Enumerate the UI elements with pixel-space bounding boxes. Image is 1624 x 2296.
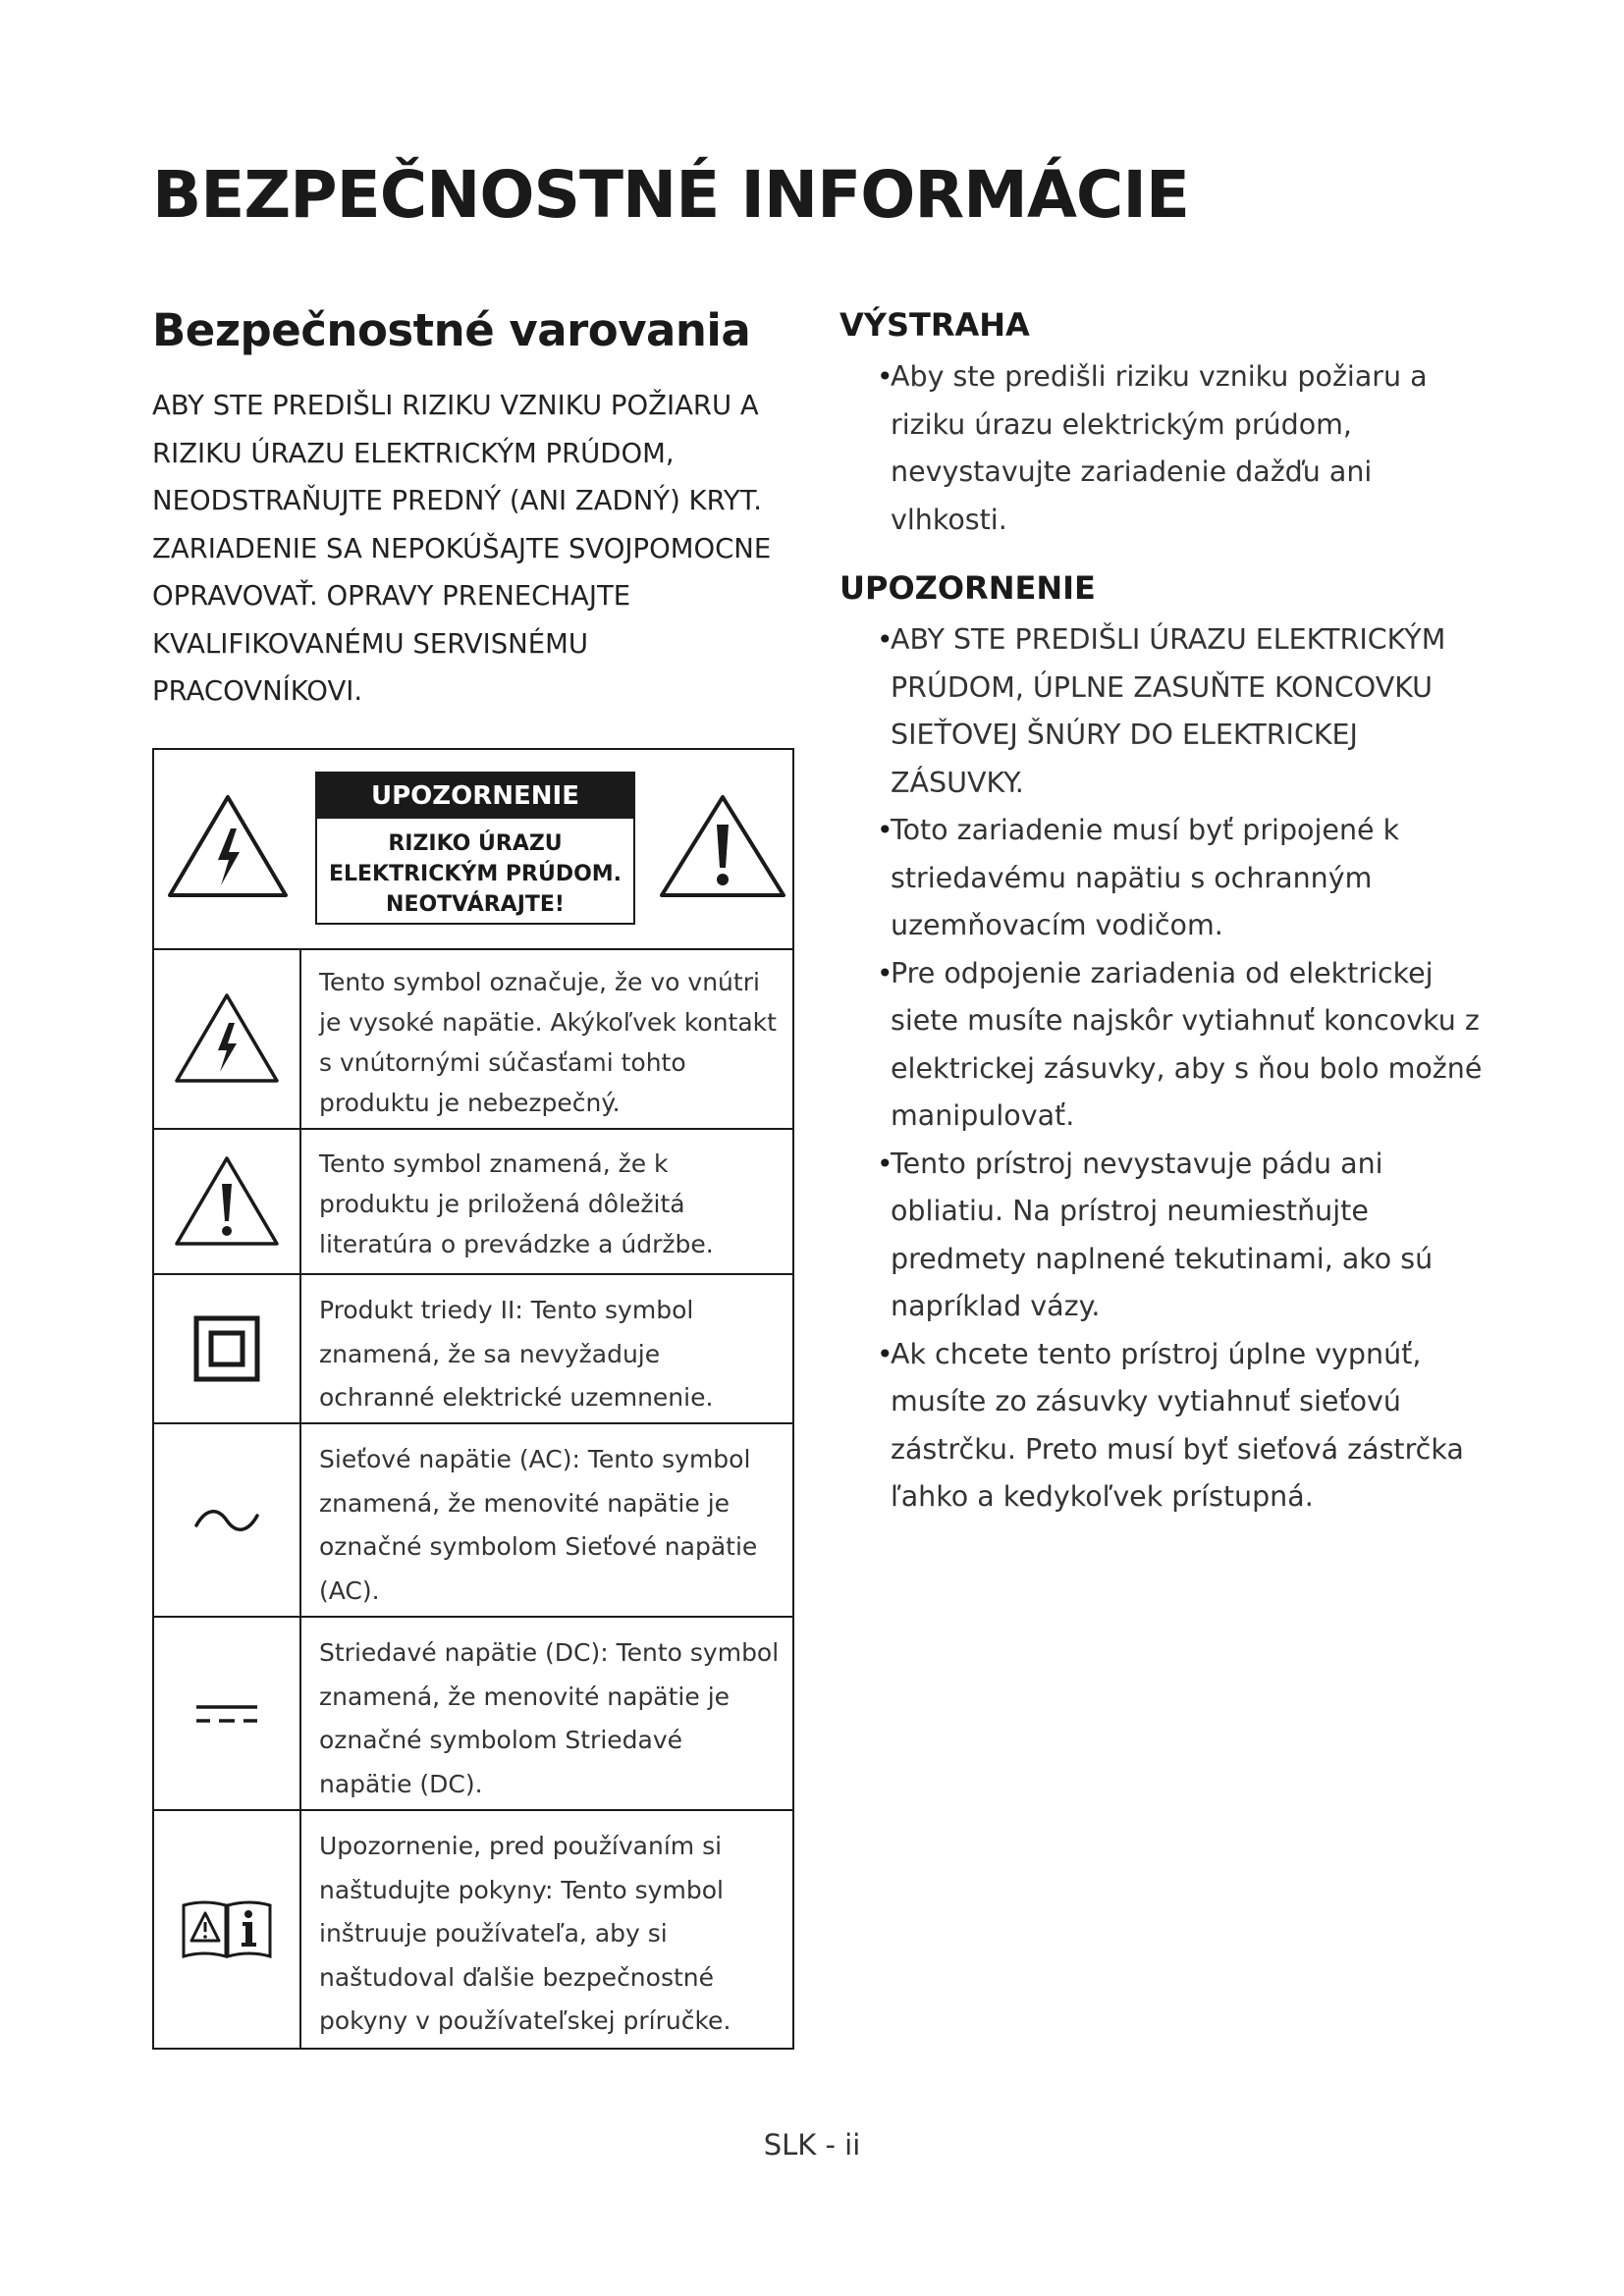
upozornenie-list [839, 616, 1488, 1522]
exclamation-triangle-icon [655, 789, 790, 903]
page-number: SLK - ii [763, 2128, 861, 2162]
vystraha-heading: VÝSTRAHA [839, 306, 1030, 344]
lightning-triangle-icon [164, 789, 292, 903]
exclamation-triangle-icon [172, 1152, 282, 1251]
symbol-description: Striedavé napätie (DC): Tento symbol znamená, že menovité napätie je označné symbolom Striedavé napätie (DC). [319, 1638, 780, 1798]
caution-line-1: RIZIKO ÚRAZU [388, 831, 563, 856]
section-heading: Bezpečnostné varovania [152, 304, 751, 356]
symbol-row [154, 1275, 792, 1424]
caution-box [315, 772, 635, 925]
symbol-row [154, 948, 792, 1130]
symbol-description: Sieťové napätie (AC): Tento symbol znamená, že menovité napätie je označné symbolom Sieťové napätie (AC). [319, 1445, 758, 1605]
upozornenie-heading: UPOZORNENIE [839, 569, 1096, 607]
manual-info-icon [180, 1897, 274, 1962]
list-item: • ABY STE PREDIŠLI ÚRAZU ELEKTRICKÝM PRÚDOM, ÚPLNE ZASUŇTE KONCOVKU SIEŤOVEJ ŠNÚRY DO ELEKTRICKEJ ZÁSUVKY. [839, 616, 1488, 807]
symbol-row [154, 1811, 792, 2048]
caution-label-header [154, 750, 792, 950]
list-item: • Toto zariadenie musí byť pripojené k striedavému napätiu s ochranným uzemňovacím vodičom. [839, 807, 1488, 950]
list-item: • Aby ste predišli riziku vzniku požiaru a riziku úrazu elektrickým prúdom, nevystavujte zariadenie dažďu ani vlhkosti. [839, 353, 1488, 544]
caution-box-title: UPOZORNENIE [317, 774, 633, 819]
right-column [839, 306, 1488, 1547]
vystraha-list [839, 353, 1488, 544]
caution-box-text [317, 819, 633, 920]
symbol-description: Tento symbol znamená, že k produktu je priložená dôležitá literatúra o prevádzke a údržbe. [319, 1149, 714, 1258]
list-item: • Tento prístroj nevystavuje pádu ani obliatiu. Na prístroj neumiestňujte predmety naplnené tekutinami, ako sú napríklad vázy. [839, 1141, 1488, 1331]
symbol-description: Tento symbol označuje, že vo vnútri je vysoké napätie. Akýkoľvek kontakt s vnútornými súčasťami tohto produktu je nebezpečný. [319, 968, 777, 1117]
caution-line-2: ELEKTRICKÝM PRÚDOM. [328, 862, 623, 886]
lightning-triangle-icon [172, 989, 282, 1088]
double-square-icon [192, 1314, 261, 1383]
page-title: BEZPEČNOSTNÉ INFORMÁCIE [152, 157, 1189, 233]
symbol-row [154, 1618, 792, 1811]
symbol-row [154, 1424, 792, 1618]
list-item: • Ak chcete tento prístroj úplne vypnúť, musíte zo zásuvky vytiahnuť sieťovú zástrčku. Preto musí byť sieťová zástrčka ľahko a kedykoľvek prístupná. [839, 1331, 1488, 1522]
dc-lines-icon [194, 1702, 259, 1726]
symbol-description: Produkt triedy II: Tento symbol znamená, že sa nevyžaduje ochranné elektrické uzemnenie. [319, 1296, 714, 1412]
caution-line-3: NEOTVÁRAJTE! [386, 892, 565, 917]
symbol-description: Upozornenie, pred používaním si naštudujte pokyny: Tento symbol inštruuje používateľa, aby si naštudoval ďalšie bezpečnostné pokyny v používateľskej príručke. [319, 1832, 731, 2035]
list-item: • Pre odpojenie zariadenia od elektrickej siete musíte najskôr vytiahnuť koncovku z elektrickej zásuvky, aby s ňou bolo možné manipulovať. [839, 950, 1488, 1141]
ac-wave-icon [192, 1506, 261, 1535]
symbol-row [154, 1130, 792, 1275]
intro-warning-text: ABY STE PREDIŠLI RIZIKU VZNIKU POŽIARU A RIZIKU ÚRAZU ELEKTRICKÝM PRÚDOM, NEODSTRAŇUJTE PREDNÝ (ANI ZADNÝ) KRYT. ZARIADENIE SA NEPOKÚŠAJTE SVOJPOMOCNE OPRAVOVAŤ. OPRAVY PRENECHAJTE KVALIFIKOVANÉMU SERVISNÉMU PRACOVNÍKOVI. [152, 390, 772, 707]
safety-warnings-section [152, 304, 795, 716]
safety-symbol-table [152, 748, 794, 2050]
